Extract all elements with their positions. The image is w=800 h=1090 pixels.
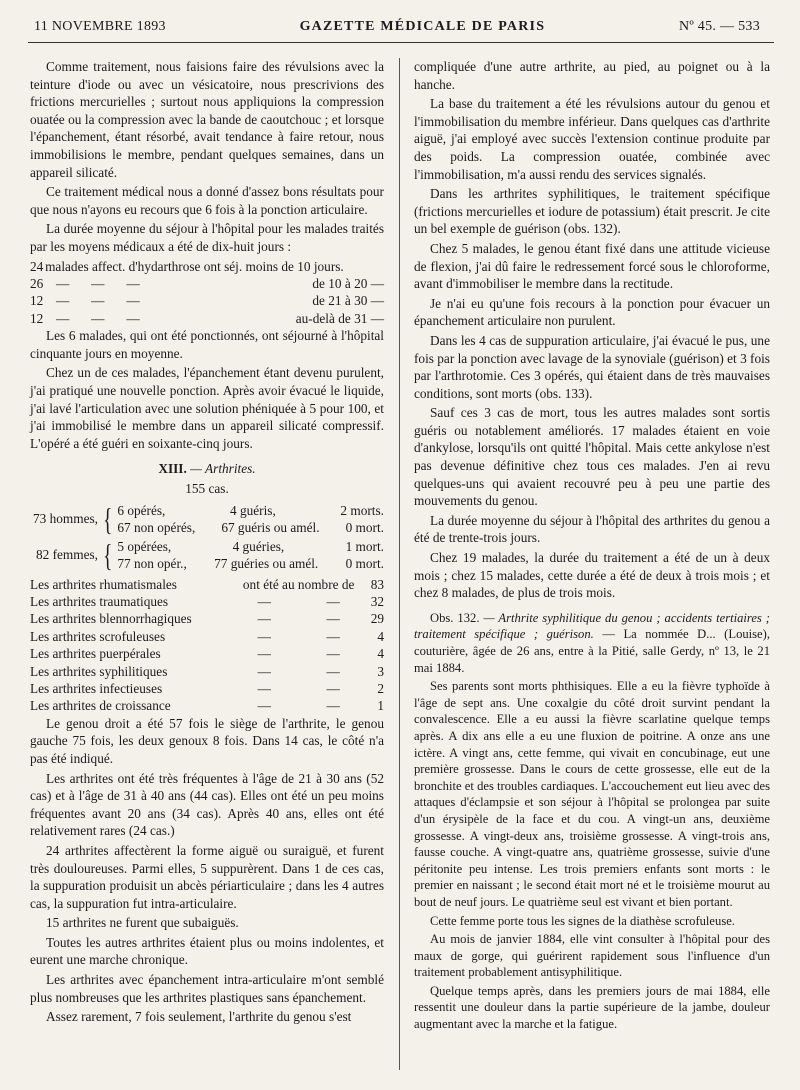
paragraph: Quelque temps après, dans les premiers jours de mai 1884, elle ressentit une douleur dans la partie supérieure de la jambe, douleur augmentant avec la marche et la fatigue.: [414, 983, 770, 1032]
table-row: 12 — — — au-delà de 31 —: [30, 310, 384, 326]
stats-row: 77 non opér., 77 guéries ou amél. 0 mort.: [117, 555, 384, 571]
table-row: Les arthrites blennorrhagiques — — 29: [30, 611, 384, 627]
case-count: 155 cas.: [185, 480, 229, 496]
table-row: 26 — — — de 10 à 20 —: [30, 275, 384, 291]
paragraph: Sauf ces 3 cas de mort, tous les autres malades sont sortis guéris ou notablement améliorés. 17 malades étaient en voie d'ankylose, lorsqu'ils ont quitté l'hôpital. Mais cette ankylose n'est pas devenue définitive chez tous ces malades. J'en ai revu quelques-uns qui avaient recouvré peu à peu une partie des mouvements du genou.: [414, 405, 770, 509]
paragraph: Cette femme porte tous les signes de la diathèse scrofuleuse.: [430, 913, 735, 928]
paragraph: Les arthrites ont été très fréquentes à l'âge de 21 à 30 ans (52 cas) et à l'âge de 31 à 40 ans (44 cas). Elles ont été un peu moins fréquentes avant 20 ans (34 cas). Après 40 ans, elles ont été relativement rares (24 cas.): [30, 770, 384, 839]
paragraph: compliquée d'une autre arthrite, au pied, au poignet ou à la hanche.: [414, 59, 770, 92]
paragraph: Ce traitement médical nous a donné d'assez bons résultats pour que nous n'ayons eu recours que 6 fois à la ponction articulaire.: [30, 184, 384, 217]
paragraph: La durée moyenne du séjour à l'hôpital pour les malades traités par les moyens médicaux a été de dix-huit jours :: [30, 221, 384, 254]
header-rule: [28, 42, 774, 43]
paragraph: Les arthrites avec épanchement intra-articulaire m'ont semblé plus nombreuses que les arthrites plastiques sans épanchement.: [30, 972, 384, 1005]
paragraph: Chez 19 malades, la durée du traitement a été de un à deux mois ; chez 15 malades, cette durée a été de deux à trois mois ; et chez 8 malades, de plus de trois mois.: [414, 550, 770, 601]
men-label: 73 hommes,: [32, 510, 98, 526]
right-column: [414, 58, 770, 1035]
stats-row: 67 non opérés, 67 guéris ou amél. 0 mort.: [117, 519, 384, 535]
paragraph: Toutes les autres arthrites étaient plus ou moins indolentes, et eurent une marche chronique.: [30, 934, 384, 968]
paragraph: Chez 5 malades, le genou étant fixé dans une attitude vicieuse de flexion, j'ai dû faire le redressement forcé sous le chloroforme, avant d'immobiliser le membre dans la rectitude.: [414, 240, 770, 292]
table-row: Les arthrites infectieuses — — 2: [30, 680, 384, 696]
women-label: 82 femmes,: [35, 546, 98, 562]
paragraph: Au mois de janvier 1884, elle vint consulter à l'hôpital pour des maux de gorge, qui guérirent rapidement sous l'influence d'un traitement probablement antisyphilitique.: [414, 932, 770, 980]
paragraph: La base du traitement a été les révulsions autour du genou et l'immobilisation du membre inférieur. Dans quelques cas d'arthrite aiguë, j'ai employé avec succès l'extension continue produite par des poids. La compression ouatée, combinée avec l'immobilisation, m'a aussi rendu des services signalés.: [414, 96, 770, 182]
brace-glyph: {: [103, 500, 113, 537]
stay-duration-table: [30, 258, 384, 328]
paragraph: Dans les arthrites syphilitiques, le traitement spécifique (frictions mercurielles et iodure de potassium) était prescrit. Je cite un bel exemple de guérison (obs. 132).: [414, 186, 770, 237]
column-divider: [399, 58, 400, 1070]
stats-row: 5 opérées, 4 guéries, 1 mort.: [117, 538, 384, 554]
section-title: — Arthrites.: [190, 461, 256, 477]
paragraph: La durée moyenne du séjour à l'hôpital des arthrites du genou a été de trente-trois jours.: [414, 512, 770, 546]
table-row: 24 malades affect. d'hydarthrose ont séj. moins de 10 jours.: [30, 258, 344, 274]
section-heading: [30, 460, 384, 478]
table-row: 12 — — — de 21 à 30 —: [30, 293, 384, 309]
table-row: Les arthrites rhumatismales ont été au nombre de 83: [30, 576, 384, 592]
observation-intro: — La nommée D... (Louise), couturière, âgée de 26 ans, entre à la Pitié, salle Gerdy, nº 13, le 21 mai 1884.: [414, 627, 770, 675]
page-header: [34, 14, 760, 40]
journal-title: GAZETTE MÉDICALE DE PARIS: [299, 19, 546, 34]
paragraph: Dans les 4 cas de suppuration articulaire, j'ai évacué le pus, une fois par la ponction avec lavage de la synoviale (guérison) et 3 fois par l'arthrotomie. Ces 3 opérés, qui étaient dans de très mauvaises conditions, sont morts (obs. 133).: [414, 332, 770, 401]
paragraph: 15 arthrites ne furent que subaiguës.: [46, 915, 239, 931]
observation-label: Obs. 132.: [430, 610, 480, 625]
paragraph: Le genou droit a été 57 fois le siège de l'arthrite, le genou gauche 75 fois, les deux genoux 8 fois. Dans 14 cas, le côté n'a pas été indiqué.: [30, 715, 384, 766]
table-row: Les arthrites syphilitiques — — 3: [30, 663, 384, 679]
paragraph: Ses parents sont morts phthisiques. Elle a eu la fièvre typhoïde à l'âge de sept ans. Une coxalgie du côté droit survint pendant la convalescence. Elle a eu aussi la fièvre scarlatine quelque temps après. A dix ans elle a eu une fluxion de poitrine. A onze ans une ictère. A vingt ans, cette femme, qui vivait en concubinage, eut une première grossesse. Dans le cours de cette grossesse, elle eut de la bronchite et des troubles cardiaques. L'accouchement eut lieu avec des attaques d'éclampsie et son séjour à l'hôpital se prolongea par suite d'un érysipèle de la face et du cou. A vingt-un ans, deuxième grossesse. A vingt-deux ans, troisième grossesse. A vingt-trois ans, fausse couche. A vingt-quatre ans, quatrième grossesse, suivie d'une péritonite peu intense. Les trois premiers enfants sont morts : le premier en naissant ; le second était mort né et le troisième mourut au bout de neuf jours. Le quatrième seul est vivant et bien portant.: [414, 679, 770, 909]
men-stats: [30, 502, 384, 536]
observation-title: — Arthrite syphilitique du genou ; accidents tertiaires ; traitement spécifique ; guérison.: [414, 610, 770, 642]
table-row: Les arthrites scrofuleuses — — 4: [30, 628, 384, 644]
stats-row: 6 opérés, 4 guéris, 2 morts.: [117, 502, 384, 518]
paragraph: Chez un de ces malades, l'épanchement étant devenu purulent, j'ai pratiqué une nouvelle ponction. Après avoir évacué le liquide, j'ai lavé l'articulation avec une solution phéniquée à 5 pour 100, et j'ai immobilisé le membre dans un appareil silicaté compressif. L'opéré a été guéri en soixante-cinq jours.: [30, 365, 384, 451]
arthritis-types-table: [30, 576, 384, 715]
women-stats: [30, 538, 384, 572]
paragraph: Les 6 malades, qui ont été ponctionnés, ont séjourné à l'hôpital cinquante jours en moyenne.: [30, 328, 384, 361]
left-column: [30, 58, 384, 1028]
paragraph: Comme traitement, nous faisions faire des révulsions avec la teinture d'iode ou avec un vésicatoire, nous prescrivions des frictions mercurielles ; surtout nous appliquions la compression ouatée ou la compression avec la bande de caoutchouc ; et lorsque l'épanchement, étant résorbé, avait tendance à faire retour, nous immobilisions le membre, pendant quelques semaines, dans un appareil silicaté.: [30, 59, 384, 180]
brace-glyph: {: [103, 536, 113, 573]
paragraph: Je n'ai eu qu'une fois recours à la ponction pour évacuer un épanchement articulaire non purulent.: [414, 295, 770, 329]
issue-page-number: Nº 45. — 533: [678, 19, 760, 34]
table-row: Les arthrites traumatiques — — 32: [30, 593, 384, 609]
paragraph: 24 arthrites affectèrent la forme aiguë ou suraiguë, et furent très douloureuses. Parmi elles, 5 suppurèrent. Dans 1 de ces cas, la suppuration produisit un abcès périarticulaire ; dans les 4 autres cas, la suppuration fut intra-articulaire.: [30, 842, 384, 911]
section-number: XIII.: [158, 461, 187, 477]
table-row: Les arthrites de croissance — — 1: [30, 698, 384, 714]
header-date: 11 NOVEMBRE 1893: [34, 19, 166, 34]
observation-heading: [414, 610, 770, 676]
table-row: Les arthrites puerpérales — — 4: [30, 646, 384, 662]
paragraph: Assez rarement, 7 fois seulement, l'arthrite du genou s'est: [46, 1009, 352, 1025]
